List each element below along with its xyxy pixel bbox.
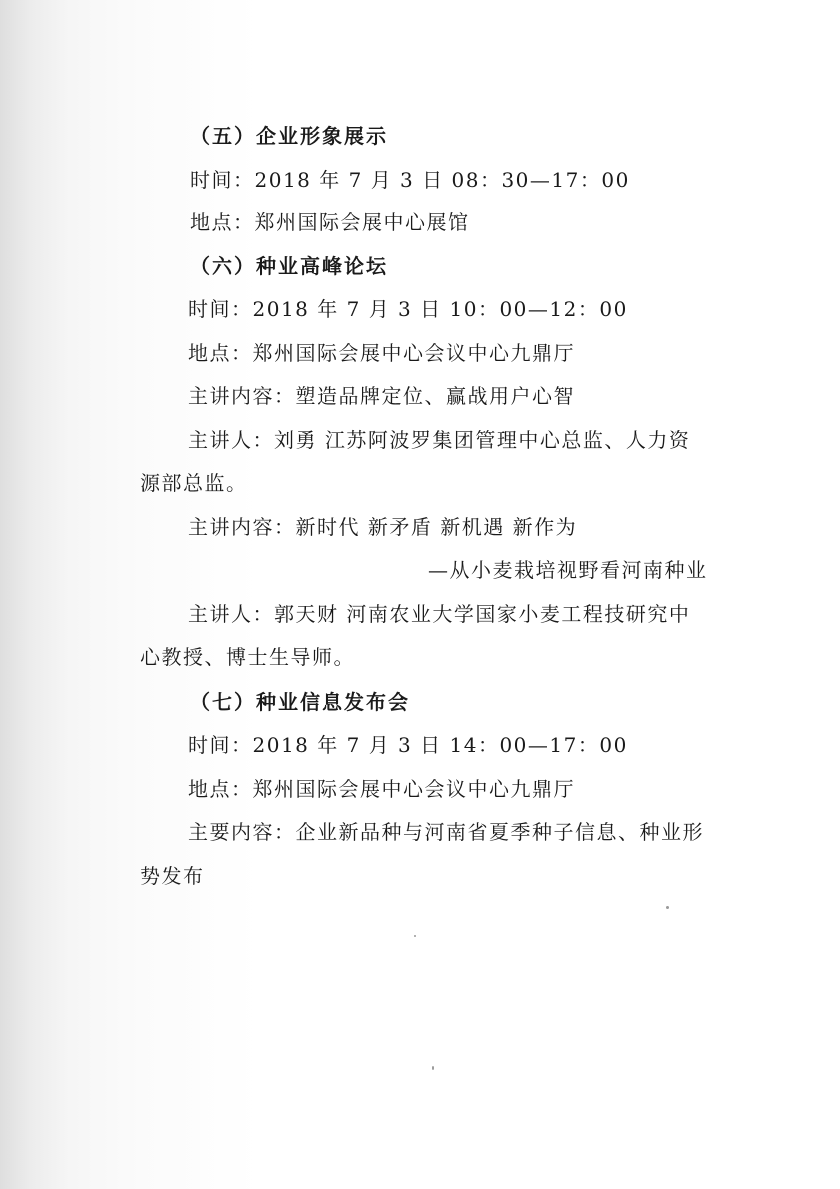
section-5-time: 时间：2018 年 7 月 3 日 08：30—17：00 — [190, 168, 630, 192]
talk-2-speaker: 主讲人：郭天财 河南农业大学国家小麦工程技研究中 — [188, 602, 691, 626]
scan-speck — [414, 935, 416, 937]
section-6-place: 地点：郑州国际会展中心会议中心九鼎厅 — [188, 341, 575, 365]
talk-1-speaker: 主讲人：刘勇 江苏阿波罗集团管理中心总监、人力资 — [188, 428, 691, 452]
section-7-time: 时间：2018 年 7 月 3 日 14：00—17：00 — [188, 733, 628, 757]
scan-speck — [432, 1066, 434, 1070]
talk-1-content: 主讲内容：塑造品牌定位、赢战用户心智 — [188, 384, 575, 408]
section-7-content-continued: 势发布 — [140, 864, 205, 888]
talk-2-subtitle: —从小麦栽培视野看河南种业 — [428, 558, 708, 582]
scan-speck — [666, 906, 669, 909]
section-5-place: 地点：郑州国际会展中心展馆 — [190, 210, 470, 234]
section-7-place: 地点：郑州国际会展中心会议中心九鼎厅 — [188, 777, 575, 801]
section-7-content: 主要内容：企业新品种与河南省夏季种子信息、种业形 — [188, 820, 704, 844]
talk-2-speaker-continued: 心教授、博士生导师。 — [140, 645, 355, 669]
section-5-heading: （五）企业形象展示 — [190, 124, 388, 148]
section-6-time: 时间：2018 年 7 月 3 日 10：00—12：00 — [188, 297, 628, 321]
talk-2-content: 主讲内容：新时代 新矛盾 新机遇 新作为 — [188, 515, 578, 539]
section-6-heading: （六）种业高峰论坛 — [190, 254, 388, 278]
talk-1-speaker-continued: 源部总监。 — [140, 471, 248, 495]
section-7-heading: （七）种业信息发布会 — [190, 690, 410, 714]
